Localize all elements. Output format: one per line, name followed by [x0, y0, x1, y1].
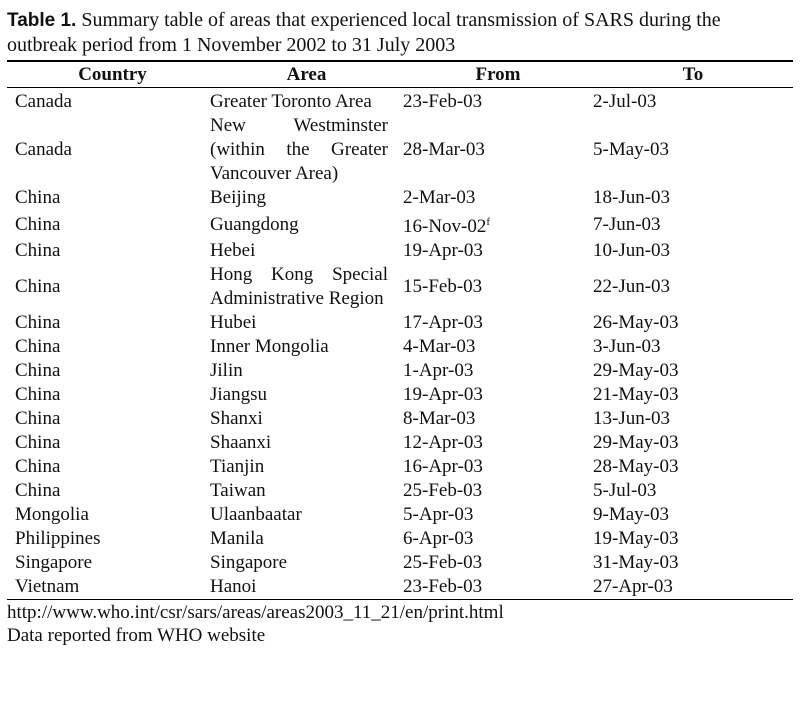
cell-area — [210, 455, 403, 479]
cell-to — [593, 527, 793, 551]
from-date: 25-Feb-03 — [403, 480, 483, 501]
table-row — [7, 210, 793, 239]
to-date: 5-May-03 — [593, 139, 669, 160]
from-date: 6-Apr-03 — [403, 528, 474, 549]
to-date: 13-Jun-03 — [593, 408, 671, 429]
cell-from — [403, 551, 593, 575]
cell-area — [210, 239, 403, 263]
cell-from — [403, 186, 593, 210]
cell-area — [210, 383, 403, 407]
country-text: Canada — [15, 139, 72, 160]
to-date: 27-Apr-03 — [593, 576, 673, 597]
cell-to — [593, 359, 793, 383]
cell-from — [403, 311, 593, 335]
cell-country — [7, 431, 210, 455]
cell-area — [210, 551, 403, 575]
cell-from — [403, 455, 593, 479]
area-text: Shanxi — [210, 408, 263, 429]
cell-area — [210, 335, 403, 359]
sars-transmission-table — [7, 60, 793, 600]
cell-from — [403, 383, 593, 407]
cell-country — [7, 455, 210, 479]
to-date: 31-May-03 — [593, 552, 679, 573]
cell-from — [403, 114, 593, 186]
cell-area — [210, 359, 403, 383]
area-text: Beijing — [210, 187, 266, 208]
column-header-country: Country — [78, 64, 147, 85]
table-caption — [7, 8, 793, 58]
footnote-marker: f — [486, 216, 491, 228]
cell-area — [210, 88, 403, 115]
table-row — [7, 383, 793, 407]
to-date: 28-May-03 — [593, 456, 679, 477]
to-date: 29-May-03 — [593, 432, 679, 453]
table-row — [7, 239, 793, 263]
from-date: 16-Nov-02 — [403, 216, 487, 237]
cell-to — [593, 383, 793, 407]
country-text: Mongolia — [15, 504, 89, 525]
cell-to — [593, 455, 793, 479]
area-text: Hanoi — [210, 576, 257, 597]
cell-country — [7, 311, 210, 335]
table-caption-text: Summary table of areas that experienced local transmission of SARS during the outbreak period from 1 November 2002 to 31 July 2003 — [7, 9, 721, 56]
cell-area — [210, 527, 403, 551]
cell-from — [403, 527, 593, 551]
column-header-from: From — [475, 64, 521, 85]
cell-country — [7, 551, 210, 575]
cell-to — [593, 186, 793, 210]
area-text: Singapore — [210, 552, 288, 573]
table-row — [7, 407, 793, 431]
table-row — [7, 455, 793, 479]
to-date: 22-Jun-03 — [593, 276, 671, 297]
area-text: Tianjin — [210, 456, 265, 477]
area-text: Hebei — [210, 240, 256, 261]
table-row — [7, 503, 793, 527]
cell-area — [210, 407, 403, 431]
to-date: 21-May-03 — [593, 384, 679, 405]
country-text: China — [15, 432, 61, 453]
from-date: 1-Apr-03 — [403, 360, 474, 381]
cell-from — [403, 88, 593, 115]
cell-to — [593, 407, 793, 431]
table-row — [7, 88, 793, 115]
country-text: China — [15, 276, 61, 297]
cell-from — [403, 479, 593, 503]
from-date: 8-Mar-03 — [403, 408, 476, 429]
area-text: Manila — [210, 528, 264, 549]
cell-country — [7, 263, 210, 311]
from-date: 15-Feb-03 — [403, 276, 483, 297]
cell-to — [593, 239, 793, 263]
cell-country — [7, 210, 210, 239]
to-date: 18-Jun-03 — [593, 187, 671, 208]
from-date: 23-Feb-03 — [403, 576, 483, 597]
area-text: Greater Toronto Area — [210, 91, 372, 112]
source-note: Data reported from WHO website — [7, 625, 266, 646]
country-text: Philippines — [15, 528, 101, 549]
table-row — [7, 431, 793, 455]
country-text: China — [15, 336, 61, 357]
source-url: http://www.who.int/csr/sars/areas/areas2003_11_21/en/print.html — [7, 602, 504, 623]
from-date: 23-Feb-03 — [403, 91, 483, 112]
from-date: 4-Mar-03 — [403, 336, 476, 357]
area-text: Hong Kong Special Administrative Region — [210, 264, 388, 309]
from-date: 25-Feb-03 — [403, 552, 483, 573]
to-date: 9-May-03 — [593, 504, 669, 525]
to-date: 26-May-03 — [593, 312, 679, 333]
cell-area — [210, 210, 403, 239]
table-row — [7, 311, 793, 335]
column-header-area: Area — [286, 64, 327, 85]
country-text: China — [15, 240, 61, 261]
cell-area — [210, 311, 403, 335]
from-date: 19-Apr-03 — [403, 240, 483, 261]
country-text: Vietnam — [15, 576, 80, 597]
to-date: 10-Jun-03 — [593, 240, 671, 261]
table-row — [7, 575, 793, 600]
cell-country — [7, 359, 210, 383]
cell-to — [593, 210, 793, 239]
to-date: 29-May-03 — [593, 360, 679, 381]
country-text: China — [15, 312, 61, 333]
from-date: 2-Mar-03 — [403, 187, 476, 208]
cell-from — [403, 359, 593, 383]
cell-country — [7, 114, 210, 186]
cell-country — [7, 88, 210, 115]
cell-area — [210, 114, 403, 186]
cell-from — [403, 431, 593, 455]
area-text: Jiangsu — [210, 384, 267, 405]
column-header-to: To — [682, 64, 704, 85]
cell-area — [210, 263, 403, 311]
country-text: Singapore — [15, 552, 93, 573]
cell-to — [593, 263, 793, 311]
to-date: 3-Jun-03 — [593, 336, 661, 357]
cell-area — [210, 575, 403, 600]
cell-to — [593, 575, 793, 600]
area-text: Ulaanbaatar — [210, 504, 302, 525]
cell-country — [7, 503, 210, 527]
table-footer — [7, 601, 793, 647]
table-header-row — [7, 61, 793, 88]
to-date: 7-Jun-03 — [593, 213, 661, 235]
country-text: China — [15, 360, 61, 381]
table-row — [7, 527, 793, 551]
cell-country — [7, 239, 210, 263]
cell-country — [7, 575, 210, 600]
cell-country — [7, 186, 210, 210]
cell-country — [7, 383, 210, 407]
table-caption-label: Table 1. — [7, 10, 77, 31]
area-text: New Westminster (within the Greater Vancouver Area) — [210, 115, 388, 184]
cell-from — [403, 210, 593, 239]
cell-country — [7, 407, 210, 431]
table-body — [7, 88, 793, 600]
from-date: 16-Apr-03 — [403, 456, 483, 477]
cell-to — [593, 114, 793, 186]
table-row — [7, 551, 793, 575]
country-text: China — [15, 213, 61, 235]
cell-from — [403, 575, 593, 600]
area-text: Jilin — [210, 360, 243, 381]
country-text: China — [15, 408, 61, 429]
cell-to — [593, 479, 793, 503]
cell-country — [7, 335, 210, 359]
from-date: 19-Apr-03 — [403, 384, 483, 405]
area-text: Hubei — [210, 312, 257, 333]
cell-to — [593, 88, 793, 115]
document — [7, 8, 793, 647]
table-row — [7, 335, 793, 359]
cell-to — [593, 551, 793, 575]
country-text: China — [15, 187, 61, 208]
area-text: Inner Mongolia — [210, 336, 329, 357]
from-date: 5-Apr-03 — [403, 504, 474, 525]
cell-to — [593, 503, 793, 527]
country-text: China — [15, 480, 61, 501]
cell-to — [593, 335, 793, 359]
area-text: Guangdong — [210, 213, 299, 235]
from-date: 12-Apr-03 — [403, 432, 483, 453]
cell-from — [403, 239, 593, 263]
to-date: 2-Jul-03 — [593, 91, 657, 112]
cell-area — [210, 431, 403, 455]
cell-from — [403, 263, 593, 311]
cell-area — [210, 186, 403, 210]
country-text: China — [15, 456, 61, 477]
cell-country — [7, 527, 210, 551]
cell-to — [593, 311, 793, 335]
cell-from — [403, 407, 593, 431]
from-date: 17-Apr-03 — [403, 312, 483, 333]
table-row — [7, 359, 793, 383]
cell-to — [593, 431, 793, 455]
cell-from — [403, 335, 593, 359]
cell-area — [210, 479, 403, 503]
table-row — [7, 114, 793, 186]
to-date: 19-May-03 — [593, 528, 679, 549]
to-date: 5-Jul-03 — [593, 480, 657, 501]
area-text: Taiwan — [210, 480, 266, 501]
country-text: Canada — [15, 91, 72, 112]
table-row — [7, 186, 793, 210]
table-row — [7, 479, 793, 503]
cell-country — [7, 479, 210, 503]
table-row — [7, 263, 793, 311]
area-text: Shaanxi — [210, 432, 272, 453]
cell-from — [403, 503, 593, 527]
country-text: China — [15, 384, 61, 405]
from-date: 28-Mar-03 — [403, 139, 485, 160]
cell-area — [210, 503, 403, 527]
